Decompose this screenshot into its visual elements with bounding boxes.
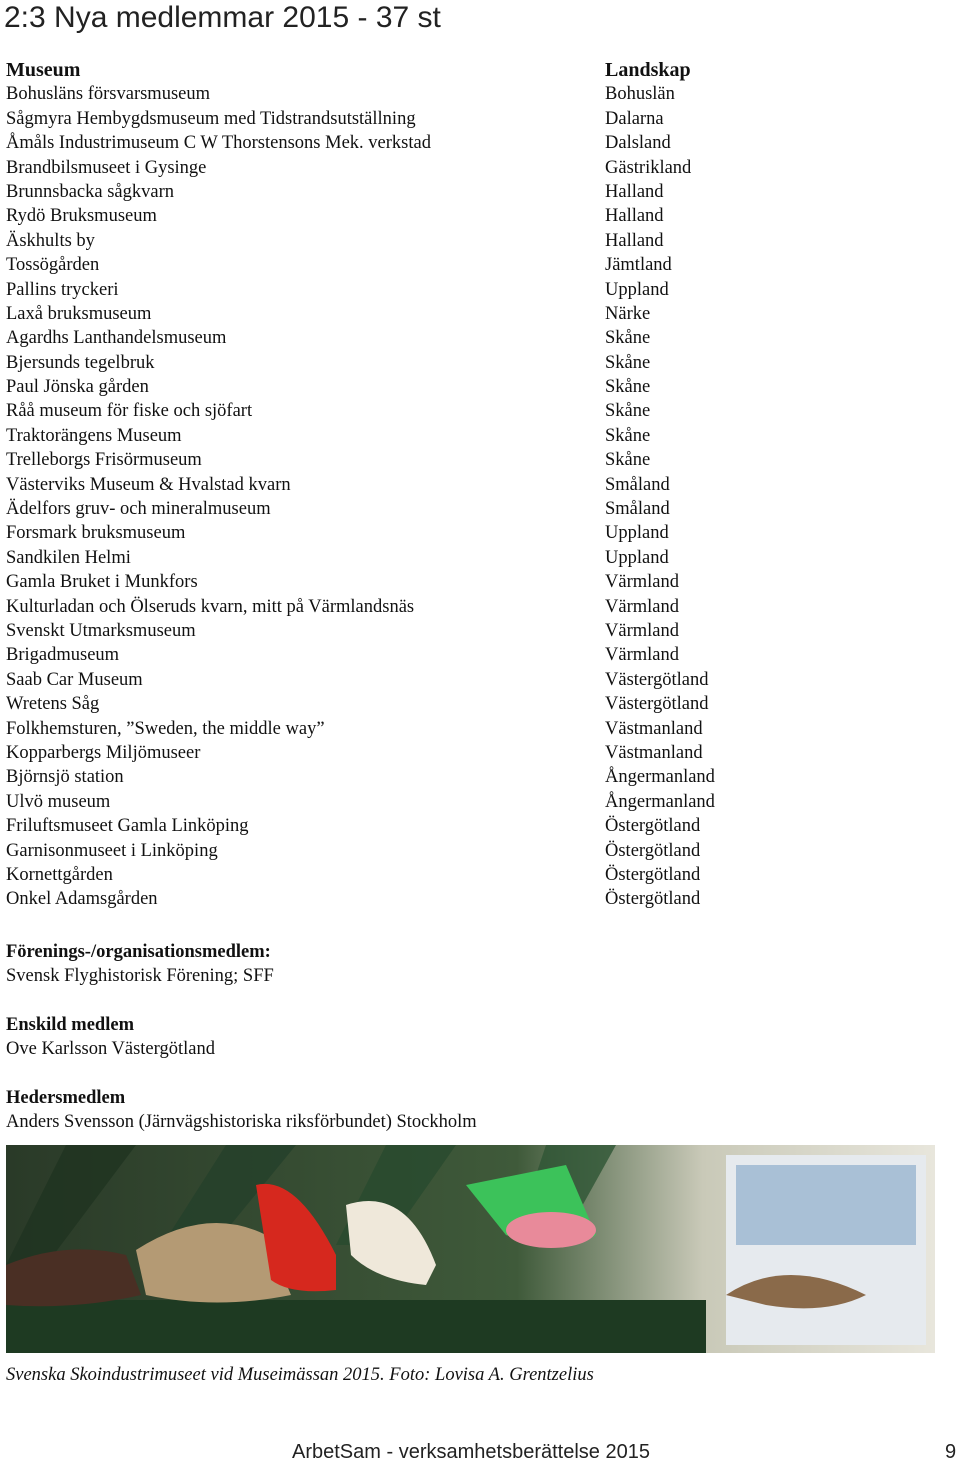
museum-list-item: Råå museum för fiske och sjöfart (6, 401, 253, 422)
museum-list-item: Bohusläns försvarsmuseum (6, 84, 210, 105)
landskap-list-item: Jämtland (605, 255, 672, 276)
museum-list-item: Kopparbergs Miljömuseer (6, 742, 201, 763)
landskap-list-item: Gästrikland (605, 157, 692, 178)
landskap-list-item: Ångermanland (605, 767, 715, 788)
landskap-list-item: Skåne (605, 450, 651, 471)
museum-list-item: Sågmyra Hembygdsmuseum med Tidstrandsutställning (6, 108, 416, 129)
museum-list-item: Garnisonmuseet i Linköping (6, 840, 218, 861)
landskap-list-item: Östergötland (605, 816, 701, 837)
page-title: 2:3 Nya medlemmar 2015 - 37 st (4, 1, 441, 34)
museum-list-item: Äskhults by (6, 230, 95, 251)
landskap-list-item: Västmanland (605, 742, 703, 763)
forening-section (6, 940, 274, 989)
landskap-list-item: Uppland (605, 547, 669, 568)
museum-list-item: Saab Car Museum (6, 669, 143, 690)
landskap-list-item: Ångermanland (605, 791, 715, 812)
museum-list-item: Åmåls Industrimuseum C W Thorstensons Mek. verkstad (6, 133, 431, 154)
enskild-section (6, 1013, 215, 1062)
museum-list-item: Sandkilen Helmi (6, 547, 131, 568)
shoe-display-photo (6, 1145, 935, 1353)
museum-list-item: Friluftsmuseet Gamla Linköping (6, 816, 249, 837)
landskap-list-item: Skåne (605, 328, 651, 349)
museum-list-item: Svenskt Utmarksmuseum (6, 621, 196, 641)
landskap-list-item: Halland (605, 181, 664, 202)
footer-text: ArbetSam - verksamhetsberättelse 2015 (292, 1441, 650, 1463)
museum-list-item: Rydö Bruksmuseum (6, 206, 157, 227)
museum-list-item: Forsmark bruksmuseum (6, 523, 186, 544)
museum-list-item: Tossögården (6, 255, 100, 276)
landskap-list-item: Småland (605, 499, 670, 520)
heders-section (6, 1086, 477, 1135)
museum-list-item: Laxå bruksmuseum (6, 303, 152, 324)
landskap-list-item: Skåne (605, 377, 651, 398)
landskap-list-item: Östergötland (605, 840, 701, 861)
photo-illustration (6, 1145, 935, 1353)
museum-list-item: Agardhs Lanthandelsmuseum (6, 328, 227, 349)
landskap-list-item: Värmland (605, 645, 679, 666)
museum-list-item: Ulvö museum (6, 791, 111, 812)
museum-list-item: Trelleborgs Frisörmuseum (6, 450, 202, 471)
museum-list-item: Ädelfors gruv- och mineralmuseum (6, 499, 271, 520)
museum-list-item: Wretens Såg (6, 694, 100, 715)
forening-header: Förenings-/organisationsmedlem: (6, 942, 271, 962)
photo-caption: Svenska Skoindustrimuseet vid Museimässan 2015. Foto: Lovisa A. Grentzelius (6, 1365, 594, 1385)
heders-header: Hedersmedlem (6, 1088, 126, 1108)
museum-list-item: Folkhemsturen, ”Sweden, the middle way” (6, 718, 325, 739)
museum-list-item: Pallins tryckeri (6, 279, 119, 300)
museum-column (6, 58, 431, 912)
landskap-list-item: Värmland (605, 572, 679, 593)
museum-list-item: Brandbilsmuseet i Gysinge (6, 157, 207, 178)
page-number: 9 (945, 1441, 957, 1463)
landskap-list-item: Västergötland (605, 669, 709, 690)
museum-list-item: Brunnsbacka sågkvarn (6, 181, 174, 202)
landskap-list-item: Östergötland (605, 889, 701, 910)
landskap-list-item: Halland (605, 206, 664, 227)
landskap-list-item: Dalarna (605, 108, 664, 129)
heders-text: Anders Svensson (Järnvägshistoriska riksförbundet) Stockholm (6, 1112, 477, 1133)
landskap-list-item: Närke (605, 303, 651, 324)
museum-list-item: Paul Jönska gården (6, 377, 149, 398)
museum-header: Museum (6, 59, 81, 81)
museum-list-item: Kornettgården (6, 864, 113, 885)
museum-list-item: Björnsjö station (6, 767, 124, 788)
museum-list (6, 82, 431, 911)
museum-list-item: Gamla Bruket i Munkfors (6, 572, 198, 593)
landskap-list-item: Småland (605, 474, 670, 495)
landskap-list (605, 82, 715, 911)
landskap-list-item: Västergötland (605, 694, 709, 715)
enskild-header: Enskild medlem (6, 1015, 134, 1035)
landskap-list-item: Östergötland (605, 864, 701, 885)
landskap-list-item: Västmanland (605, 718, 703, 739)
forening-text: Svensk Flyghistorisk Förening; SFF (6, 966, 274, 987)
landskap-column (605, 58, 715, 912)
landskap-list-item: Värmland (605, 621, 679, 641)
landskap-list-item: Dalsland (605, 133, 671, 154)
museum-list-item: Kulturladan och Ölseruds kvarn, mitt på Värmlandsnäs (6, 596, 415, 617)
landskap-list-item: Halland (605, 230, 664, 251)
museum-list-item: Traktorängens Museum (6, 425, 182, 446)
enskild-text: Ove Karlsson Västergötland (6, 1039, 215, 1060)
landskap-list-item: Skåne (605, 401, 651, 422)
museum-list-item: Västerviks Museum & Hvalstad kvarn (6, 474, 291, 495)
landskap-list-item: Bohuslän (605, 84, 675, 105)
landskap-list-item: Uppland (605, 279, 669, 300)
museum-list-item: Onkel Adamsgården (6, 889, 158, 910)
landskap-list-item: Skåne (605, 352, 651, 373)
landskap-list-item: Uppland (605, 523, 669, 544)
museum-list-item: Brigadmuseum (6, 645, 120, 666)
landskap-header: Landskap (605, 59, 691, 81)
museum-list-item: Bjersunds tegelbruk (6, 352, 155, 373)
landskap-list-item: Värmland (605, 596, 679, 617)
landskap-list-item: Skåne (605, 425, 651, 446)
